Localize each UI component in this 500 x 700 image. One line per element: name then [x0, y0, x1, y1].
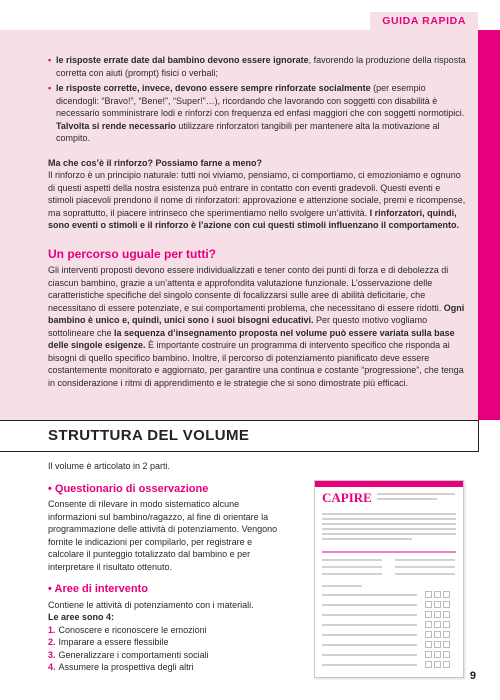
capire-logo: CAPIRE: [322, 490, 372, 505]
thumbnail-line: [322, 518, 456, 520]
percorso-paragraph: [48, 264, 468, 389]
bullet-bold-text: le risposte errate date dal bambino devono essere ignorate: [56, 55, 309, 65]
thumbnail-line: [395, 559, 455, 561]
checkbox-icon: [434, 601, 441, 608]
bullet-dot-icon: •: [48, 55, 52, 65]
checkbox-icon: [443, 591, 450, 598]
thumbnail-line: [322, 566, 382, 568]
thumbnail-line: [322, 559, 382, 561]
checkbox-icon: [434, 651, 441, 658]
checkbox-icon: [425, 591, 432, 598]
checkbox-icon: [425, 621, 432, 628]
paragraph-bold-text: Ogni bambino è unico e, quindi, unici sono i suoi bisogni educativi.: [48, 302, 465, 325]
thumbnail-header-band: [315, 481, 463, 487]
thumbnail-line: [377, 493, 455, 495]
list-number: 1.: [48, 624, 56, 635]
checkbox-icon: [425, 641, 432, 648]
list-label: Imparare a essere flessibile: [58, 637, 169, 647]
checkbox-icon: [425, 661, 432, 668]
list-item: [48, 624, 288, 637]
aree-label: [48, 611, 288, 624]
aree-heading: • Aree di intervento: [48, 583, 149, 595]
paragraph-bold-text: I rinforzatori, quindi, sono eventi o stimoli e il rinforzo è l’azione con cui questi stimoli influenzano il comportamento.: [48, 207, 460, 230]
questionario-heading: • Questionario di osservazione: [48, 482, 209, 495]
rinforzo-question: Ma che cos’è il rinforzo? Possiamo farne a meno?: [48, 157, 263, 168]
checkbox-icon: [434, 611, 441, 618]
checkbox-icon: [434, 641, 441, 648]
checkbox-icon: [434, 621, 441, 628]
thumbnail-line: [322, 513, 456, 515]
thumbnail-line: [395, 573, 455, 575]
checkbox-icon: [425, 651, 432, 658]
aree-list: [48, 624, 288, 674]
percorso-heading: Un percorso uguale per tutti?: [48, 246, 217, 261]
questionario-paragraph: Consente di rilevare in modo sistematico alcune informazioni sul bambino/ragazzo, al fine di orientare la programmazione delle attività di potenziamento. Vengono fornite le indicazioni per compilarlo, per registrare e calcolare il punteggio totalizzato dal bambino e per interpretare il risultato ottenuto.: [48, 499, 278, 572]
list-number: 3.: [48, 649, 56, 660]
thumbnail-line: [322, 614, 417, 616]
reinforcement-bullets: [48, 54, 468, 145]
thumbnail-line: [322, 538, 412, 540]
checkbox-icon: [443, 641, 450, 648]
structure-intro: Il volume è articolato in 2 parti.: [48, 461, 171, 471]
checkbox-icon: [443, 661, 450, 668]
aree-paragraph: Contiene le attività di potenziamento con i materiali.: [48, 599, 254, 610]
thumbnail-line: [322, 654, 417, 656]
thumbnail-line: [322, 573, 382, 575]
list-item: [48, 82, 468, 145]
bullet-bold-text: Talvolta si rende necessario: [56, 120, 176, 131]
list-label: Assumere la prospettiva degli altri: [58, 662, 194, 672]
thumbnail-line: [322, 634, 417, 636]
section-title-bar: [0, 420, 479, 452]
thumbnail-line: [322, 523, 456, 525]
checkbox-icon: [425, 611, 432, 618]
checkbox-icon: [443, 621, 450, 628]
checkbox-icon: [443, 611, 450, 618]
thumbnail-line: [322, 585, 362, 587]
checkbox-icon: [443, 651, 450, 658]
checkbox-icon: [443, 631, 450, 638]
aree-label-text: Le aree sono 4:: [48, 612, 115, 622]
side-color-strip: [478, 30, 500, 420]
list-item: [48, 54, 468, 79]
paragraph-bold-text: la sequenza d’insegnamento proposta nel volume può essere variata sulla base delle singole esigenze.: [48, 327, 455, 350]
rinforzo-paragraph: [48, 169, 468, 232]
paragraph-text: È importante costruire un programma di intervento specifico che risponda ai bisogni di quello specifico bambino. Inoltre, il percorso di potenziamento pianificato deve essere costantemente monitorato e aggiornato, per garantire una continua e costante “progressione”, che tenga in considerazione i ritmi di apprendimento e le strategie che si sono dimostrate più efficaci.: [48, 340, 464, 388]
questionnaire-thumbnail: [314, 480, 464, 678]
section-title: STRUTTURA DEL VOLUME: [48, 427, 250, 444]
thumbnail-line: [322, 528, 456, 530]
list-number: 2.: [48, 637, 56, 647]
bullet-bold-text: le risposte corrette, invece, devono essere sempre rinforzate socialmente: [56, 83, 371, 93]
thumbnail-accent-line: [322, 551, 456, 553]
thumbnail-line: [322, 604, 417, 606]
thumbnail-line: [322, 624, 417, 626]
list-number: 4.: [48, 662, 56, 672]
checkbox-icon: [434, 591, 441, 598]
checkbox-icon: [434, 661, 441, 668]
paragraph-text: Gli interventi proposti devono essere individualizzati e tener conto dei punti di forza e di debolezza di ciascun bambino, grazie a un’attenta e approfondita valutazione funzionale. L’osservazione delle caratteristiche specifiche del singolo consente di focalizzarsi sulle aree di abilità deficitarie, che necessitano di essere potenziate, e sui comportamenti problema, che necessitano di essere ridotti.: [48, 265, 449, 313]
page-number: 9: [469, 670, 476, 682]
bullet-dot-icon: •: [48, 83, 52, 93]
thumbnail-line: [322, 644, 417, 646]
bullet-text: (per esempio dicendogli: “Bravo!”, “Bene!”, “Super!”…), ricordando che lavorando con soggetti con disabilità è necessario somministrare lodi e rinforzi con frequenza ed enfasi maggiori che con soggetti normotipici.: [56, 83, 465, 118]
thumbnail-line: [322, 594, 417, 596]
checkbox-icon: [443, 601, 450, 608]
bullet-text: , favorendo la produzione della risposta corretta con aiuti (prompt) fisici o verbali;: [56, 55, 466, 78]
paragraph-text: Il rinforzo è un principio naturale: tutti noi viviamo, pensiamo, ci comportiamo, ci emozioniamo e ognuno di questi aspetti della nostra esistenza può entrare in contatto con eventi gradevoli. Questi eventi e stimoli piacevoli prendono il nome di rinforzatori: approvazione e attenzione sociale, premi e ricompense, ma soprattutto, il piacere intrinseco che sperimentiamo nello svolgere un’attività.: [48, 170, 466, 218]
paragraph-text: Per questo motivo vogliamo sottolineare che: [48, 315, 428, 338]
thumbnail-line: [322, 533, 456, 535]
thumbnail-line: [395, 566, 455, 568]
bullet-text: utilizzare rinforzatori tangibili per mantenere alta la motivazione al compito.: [56, 120, 440, 143]
top-content: [48, 54, 468, 389]
list-item: [48, 636, 288, 649]
list-item: [48, 661, 288, 674]
list-label: Generalizzare i comportamenti sociali: [58, 649, 209, 660]
list-item: [48, 649, 288, 662]
checkbox-icon: [425, 631, 432, 638]
thumbnail-line: [377, 498, 437, 500]
thumbnail-line: [322, 664, 417, 666]
running-header: GUIDA RAPIDA: [370, 12, 478, 30]
bottom-content: [48, 460, 288, 674]
list-label: Conoscere e riconoscere le emozioni: [58, 624, 207, 635]
checkbox-icon: [425, 601, 432, 608]
checkbox-icon: [434, 631, 441, 638]
